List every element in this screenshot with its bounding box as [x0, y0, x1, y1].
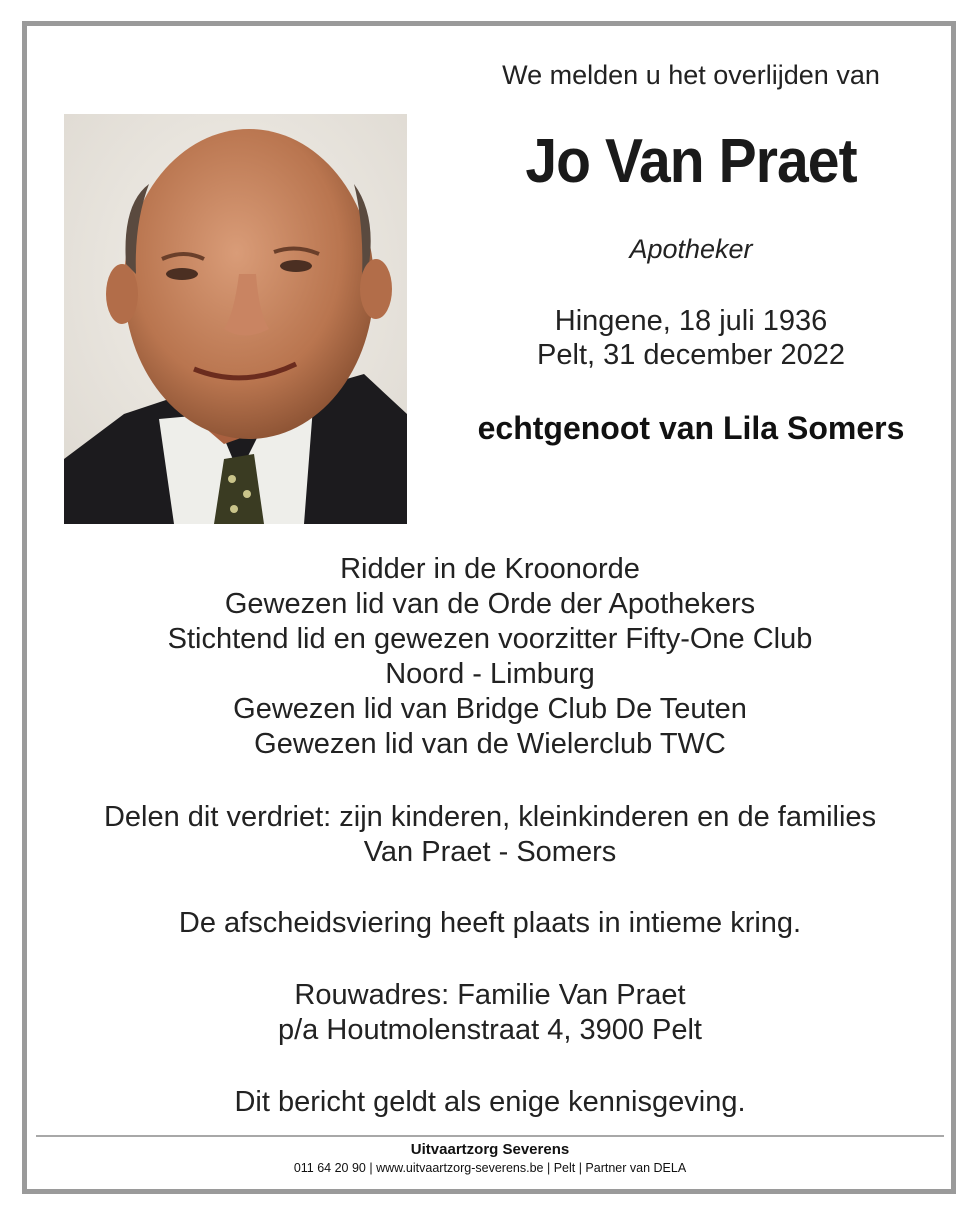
life-dates	[411, 304, 971, 372]
honor-item: Ridder in de Kroonorde	[340, 553, 640, 585]
mourners-line: Van Praet - Somers	[363, 836, 617, 868]
mourners-text	[0, 800, 980, 870]
mourners-line: Delen dit verdriet: zijn kinderen, kleinkinderen en de families	[103, 801, 877, 833]
honor-item: Gewezen lid van de Wielerclub TWC	[254, 728, 726, 760]
notice-text: Dit bericht geldt als enige kennisgeving.	[234, 1086, 746, 1118]
funeral-home-name: Uitvaartzorg Severens	[410, 1141, 570, 1158]
portrait-photo	[64, 114, 407, 524]
footer-divider	[36, 1135, 944, 1137]
address-line: p/a Houtmolenstraat 4, 3900 Pelt	[278, 1014, 702, 1046]
honor-item: Gewezen lid van de Orde der Apothekers	[224, 588, 756, 620]
spouse-line: echtgenoot van Lila Somers	[477, 410, 905, 446]
birth-date: Hingene, 18 juli 1936	[554, 305, 828, 337]
deceased-name: Jo Van Praet	[525, 127, 857, 196]
mourning-address	[0, 978, 980, 1048]
funeral-home-info: 011 64 20 90 | www.uitvaartzorg-severens.be | Pelt | Partner van DELA	[293, 1161, 687, 1175]
ceremony-text: De afscheidsviering heeft plaats in intieme kring.	[178, 907, 802, 939]
portrait-image	[64, 114, 407, 524]
deceased-profession: Apotheker	[629, 234, 753, 264]
announcement-text: We melden u het overlijden van	[502, 60, 880, 90]
honors-list	[0, 552, 980, 762]
death-date: Pelt, 31 december 2022	[537, 339, 845, 371]
honor-item: Stichtend lid en gewezen voorzitter Fifty-One Club	[167, 623, 813, 655]
address-line: Rouwadres: Familie Van Praet	[294, 979, 686, 1011]
honor-item: Gewezen lid van Bridge Club De Teuten	[233, 693, 747, 725]
honor-item: Noord - Limburg	[385, 658, 595, 690]
